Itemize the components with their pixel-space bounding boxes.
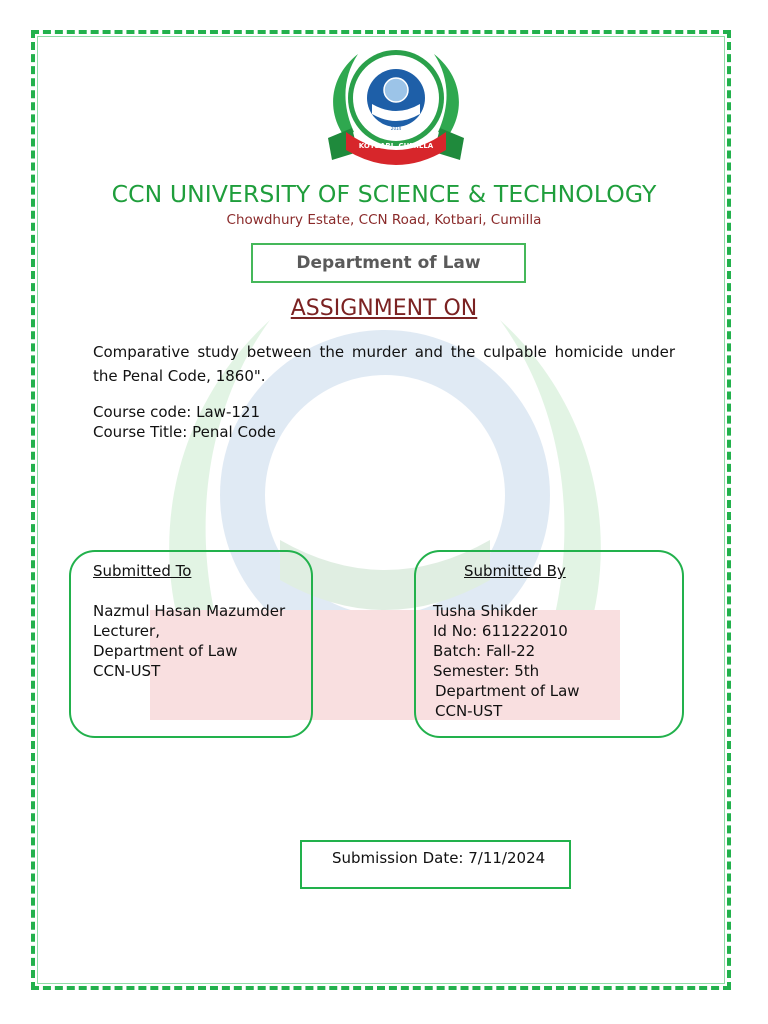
university-name: CCN UNIVERSITY OF SCIENCE & TECHNOLOGY bbox=[111, 180, 657, 208]
submitted-to-designation: Lecturer, bbox=[93, 622, 160, 640]
submitted-by-institution: CCN-UST bbox=[435, 702, 503, 720]
department-box bbox=[251, 243, 526, 283]
department-label: Department of Law bbox=[296, 253, 481, 273]
submitted-to-institution: CCN-UST bbox=[93, 662, 161, 680]
submitted-by-semester: Semester: 5th bbox=[433, 662, 540, 680]
submitted-by-name: Tusha Shikder bbox=[433, 602, 538, 620]
logo-year: 2014 bbox=[390, 126, 402, 131]
assignment-heading: ASSIGNMENT ON bbox=[290, 296, 478, 321]
logo-ribbon-text: KOTBARI, CUMILLA bbox=[358, 142, 434, 150]
submitted-by-heading: Submitted By bbox=[464, 562, 566, 580]
submission-date-box bbox=[300, 840, 571, 889]
submitted-to-department: Department of Law bbox=[93, 642, 238, 660]
submitted-by-id: Id No: 611222010 bbox=[433, 622, 568, 640]
university-logo bbox=[322, 40, 470, 168]
submitted-by-department: Department of Law bbox=[435, 682, 580, 700]
submission-date: Submission Date: 7/11/2024 bbox=[332, 849, 546, 867]
course-title: Course Title: Penal Code bbox=[93, 423, 276, 441]
university-address: Chowdhury Estate, CCN Road, Kotbari, Cumilla bbox=[226, 212, 542, 228]
course-code: Course code: Law-121 bbox=[93, 403, 260, 421]
submitted-to-name: Nazmul Hasan Mazumder bbox=[93, 602, 286, 620]
submitted-by-batch: Batch: Fall-22 bbox=[433, 642, 536, 660]
submitted-by-card bbox=[414, 550, 684, 738]
submitted-to-card bbox=[69, 550, 313, 738]
submitted-to-heading: Submitted To bbox=[93, 562, 192, 580]
assignment-topic: Comparative study between the murder and the culpable homicide under the Penal Code, 1860". bbox=[93, 343, 675, 385]
